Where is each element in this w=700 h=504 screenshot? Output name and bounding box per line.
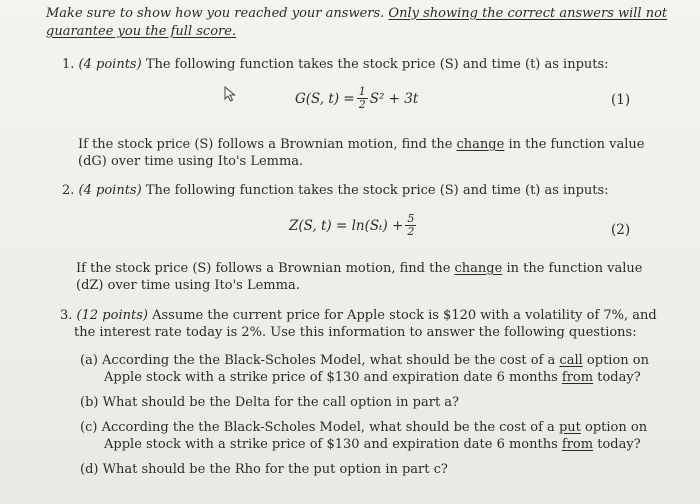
q3c-label: (c): [80, 420, 98, 435]
instruction-line-2: guarantee you the full score.: [46, 24, 237, 39]
q1-points: (4 points): [78, 57, 142, 72]
q3a-label: (a): [80, 353, 98, 368]
q3b-text: What should be the Delta for the call option in part a?: [102, 395, 460, 410]
q1-equation: [295, 86, 418, 111]
q3c-line-2: [104, 437, 641, 453]
q1-equation-tag: (1): [611, 92, 631, 108]
q2-change-word: change: [454, 261, 503, 276]
q2-number: 2.: [62, 183, 75, 198]
q2-body-line-1: [76, 261, 642, 277]
q3b-line: [80, 395, 459, 411]
q1-equation-rhs: S² + 3t: [369, 90, 419, 107]
q1-intro: [62, 57, 609, 73]
q3b-label: (b): [80, 395, 99, 410]
q3-intro-line-1: [60, 308, 657, 324]
q2-intro-text: The following function takes the stock price (S) and time (t) as inputs:: [145, 183, 609, 198]
q2-intro: [62, 183, 609, 199]
q1-frac-den: 2: [358, 98, 366, 111]
q1-change-word: change: [456, 137, 505, 152]
q3c-line-1: [80, 420, 647, 436]
q3-points: (12 points): [76, 308, 148, 323]
q2-body-line-2: (dZ) over time using Ito's Lemma.: [76, 278, 300, 293]
q1-body-line-2: (dG) over time using Ito's Lemma.: [78, 154, 304, 169]
q2-body-text-a: If the stock price (S) follows a Brownian motion, find the: [76, 261, 451, 276]
q1-frac-num: 1: [358, 85, 366, 98]
q3a-text-pre: According the the Black-Scholes Model, what should be the cost of a: [102, 353, 556, 368]
q1-number: 1.: [62, 57, 75, 72]
q3d-label: (d): [80, 462, 99, 477]
q1-equation-lhs: G(S, t) =: [295, 90, 355, 107]
q2-equation-lhs: Z(S, t) = ln(Sₜ) +: [289, 217, 404, 234]
q1-fraction: [357, 86, 368, 111]
q2-frac-den: 2: [407, 225, 415, 238]
q2-equation-tag: (2): [611, 222, 631, 238]
q3c-from-word: from: [561, 437, 594, 452]
q3a-line2-pre: Apple stock with a strike price of $130 and expiration date 6 months: [104, 370, 558, 385]
q3a-line-2: [104, 370, 641, 386]
instruction-part-2: Only showing the correct answers will not: [388, 6, 668, 21]
instruction-line-1: [46, 6, 667, 22]
q3-intro-line-2: the interest rate today is 2%. Use this information to answer the following questions:: [74, 325, 637, 340]
q3c-put-word: put: [558, 420, 581, 435]
q1-body-text-b: in the function value: [508, 137, 645, 152]
q1-body-line-1: [78, 137, 644, 153]
q3d-text: What should be the Rho for the put option in part c?: [102, 462, 448, 477]
q3c-text-post: option on: [585, 420, 648, 435]
q2-fraction: [405, 213, 416, 238]
q3c-line2-pre: Apple stock with a strike price of $130 and expiration date 6 months: [104, 437, 558, 452]
q2-frac-num: 5: [407, 212, 415, 225]
q3-intro-text-1: Assume the current price for Apple stock is $120 with a volatility of 7%, and: [152, 308, 657, 323]
q1-body-text-a: If the stock price (S) follows a Brownian motion, find the: [78, 137, 453, 152]
q3a-text-post: option on: [586, 353, 649, 368]
q1-intro-text: The following function takes the stock price (S) and time (t) as inputs:: [145, 57, 609, 72]
q3c-text-pre: According the the Black-Scholes Model, what should be the cost of a: [101, 420, 555, 435]
q3d-line: [80, 462, 448, 478]
q3a-line-1: [80, 353, 649, 369]
q3-number: 3.: [60, 308, 73, 323]
q3a-call-word: call: [559, 353, 583, 368]
q3a-from-word: from: [561, 370, 594, 385]
q3a-line2-post: today?: [597, 370, 641, 385]
q3c-line2-post: today?: [597, 437, 641, 452]
q2-body-text-b: in the function value: [506, 261, 643, 276]
mouse-cursor-icon: [222, 85, 240, 103]
q2-points: (4 points): [78, 183, 142, 198]
q2-equation: [289, 213, 418, 238]
instruction-part-1: Make sure to show how you reached your answers.: [46, 6, 385, 21]
